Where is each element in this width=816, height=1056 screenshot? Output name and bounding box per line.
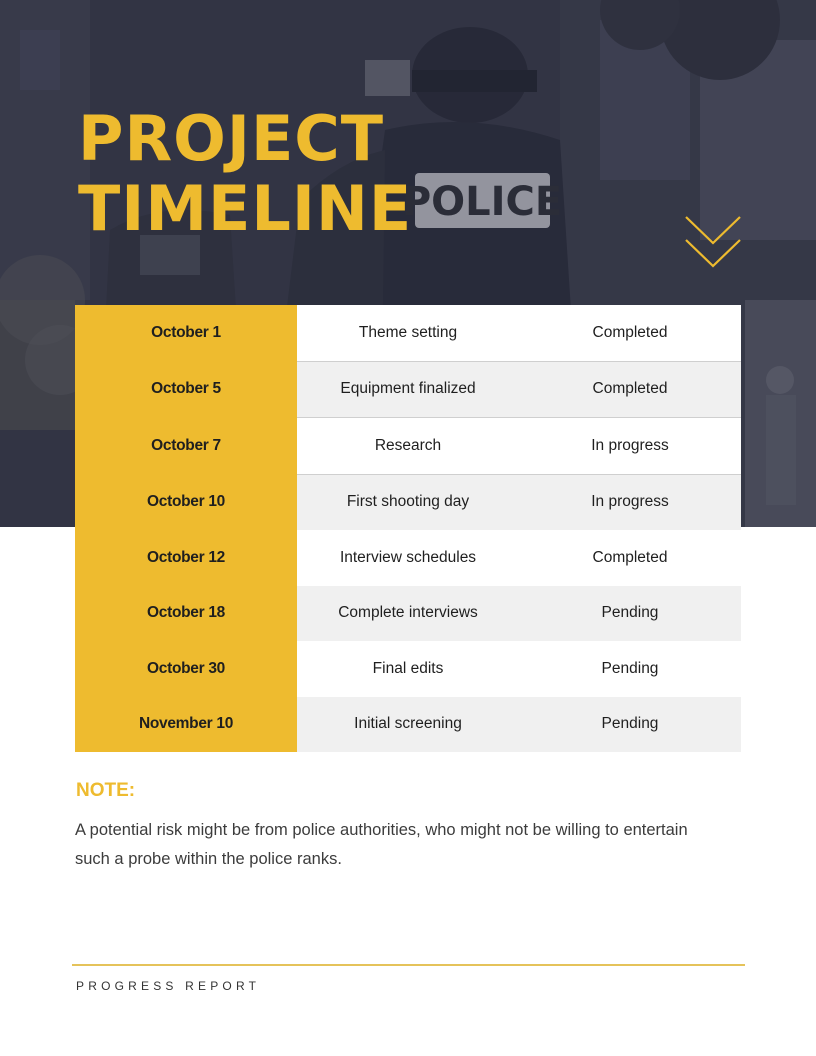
date-cell: October 7	[75, 418, 297, 475]
date-cell: October 18	[75, 586, 297, 642]
police-badge-text: POLICE	[401, 179, 563, 225]
page-title	[78, 104, 412, 244]
table-row	[75, 474, 741, 530]
table-row	[75, 361, 741, 418]
status-cell: Completed	[519, 530, 741, 586]
timeline-table	[75, 305, 741, 752]
status-cell: In progress	[519, 474, 741, 530]
task-cell: First shooting day	[297, 474, 519, 530]
status-cell: Pending	[519, 697, 741, 753]
double-chevron-down-icon	[684, 215, 744, 271]
footer-label: PROGRESS REPORT	[76, 979, 261, 993]
task-cell: Final edits	[297, 641, 519, 697]
footer-divider	[72, 964, 745, 966]
status-cell: In progress	[519, 418, 741, 475]
table-row	[75, 586, 741, 642]
task-cell: Initial screening	[297, 697, 519, 753]
table-row	[75, 641, 741, 697]
note-heading: NOTE:	[76, 780, 136, 801]
task-cell: Complete interviews	[297, 586, 519, 642]
task-cell: Interview schedules	[297, 530, 519, 586]
date-cell: October 5	[75, 361, 297, 418]
title-line-1: PROJECT	[78, 102, 385, 175]
date-cell: October 1	[75, 305, 297, 361]
note-text: A potential risk might be from police authorities, who might not be willing to entertain such a probe within the police ranks.	[75, 821, 688, 868]
title-line-2: TIMELINE	[78, 172, 413, 245]
status-cell: Completed	[519, 305, 741, 361]
date-cell: October 10	[75, 474, 297, 530]
task-cell: Research	[297, 418, 519, 475]
task-cell: Theme setting	[297, 305, 519, 361]
date-cell: October 12	[75, 530, 297, 586]
table-row	[75, 305, 741, 361]
status-cell: Pending	[519, 641, 741, 697]
status-cell: Completed	[519, 361, 741, 418]
date-cell: November 10	[75, 697, 297, 753]
table-row	[75, 418, 741, 475]
table-row	[75, 530, 741, 586]
table-row	[75, 697, 741, 753]
date-cell: October 30	[75, 641, 297, 697]
status-cell: Pending	[519, 586, 741, 642]
task-cell: Equipment finalized	[297, 361, 519, 418]
